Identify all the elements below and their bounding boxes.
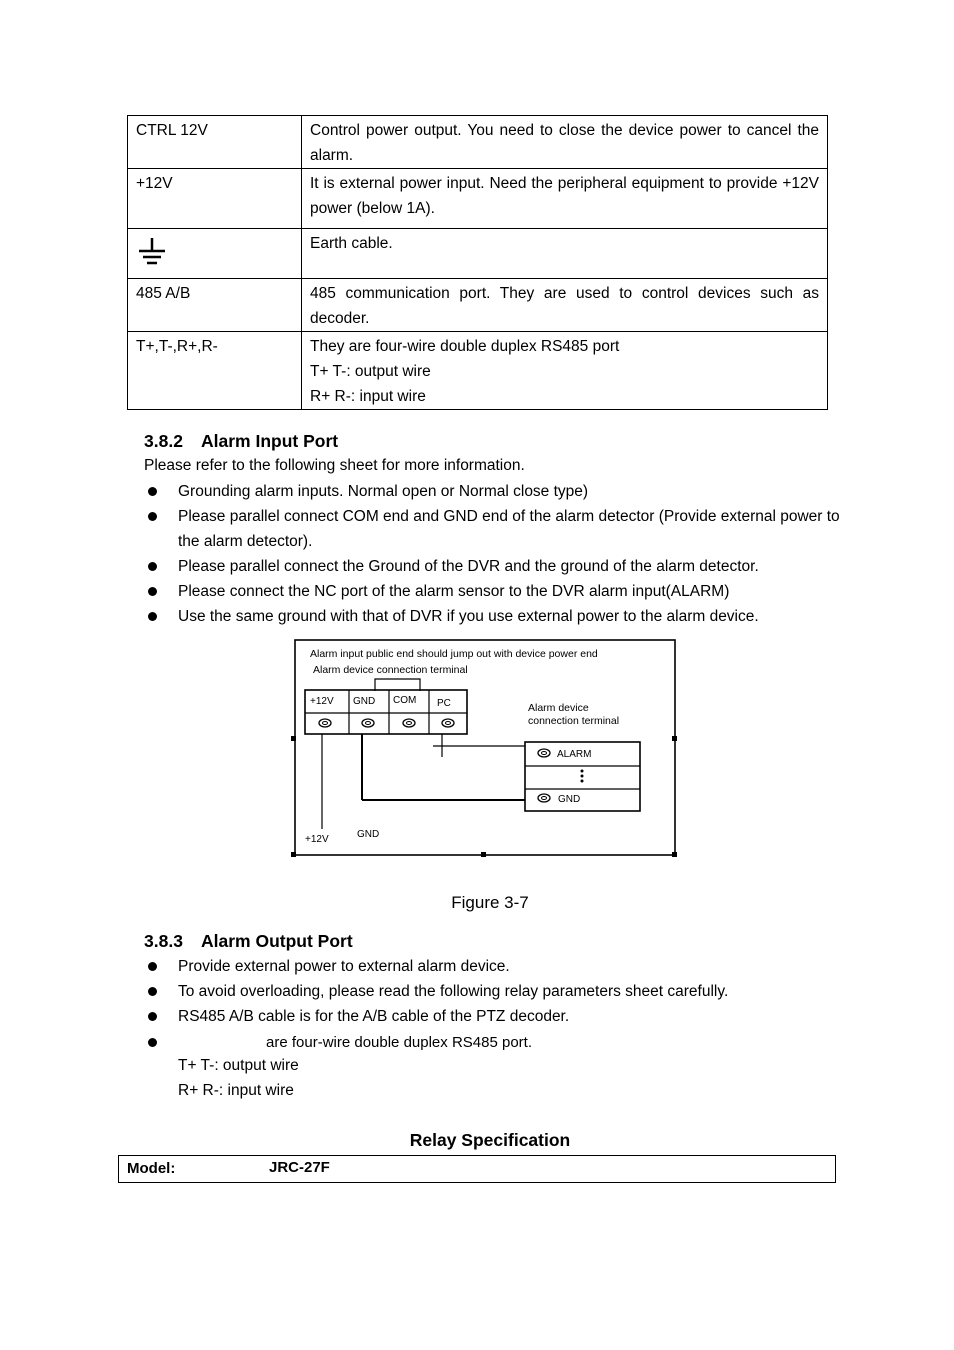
port-description: Control power output. You need to close the device power to cancel the alarm. <box>302 116 828 169</box>
alarm-input-bullet-list <box>144 479 844 629</box>
section-number: 3.8.2 <box>144 431 183 451</box>
bullet-icon <box>148 1038 157 1047</box>
table-row <box>128 279 828 332</box>
list-item-text: Please parallel connect COM end and GND end of the alarm detector (Provide external power to the alarm detector). <box>178 508 840 550</box>
ground-icon <box>136 237 168 275</box>
port-table <box>127 115 828 410</box>
list-item <box>144 604 844 629</box>
relay-spec-table <box>118 1155 836 1183</box>
terminal-gnd-label: GND <box>353 696 376 707</box>
figure-caption: Figure 3-7 <box>451 893 529 912</box>
list-item <box>144 979 844 1004</box>
list-item-text: RS485 A/B cable is for the A/B cable of the PTZ decoder. <box>178 1008 570 1025</box>
bullet-icon <box>148 487 157 496</box>
bullet-icon <box>148 562 157 571</box>
port-description <box>302 332 828 410</box>
table-row <box>128 169 828 229</box>
list-item <box>144 504 844 554</box>
port-name: +12V <box>128 169 302 229</box>
device-gnd-label: GND <box>558 794 581 805</box>
description-line: R+ R-: input wire <box>310 388 426 405</box>
input-wire-line: R+ R-: input wire <box>178 1082 294 1099</box>
list-item <box>144 1030 844 1055</box>
device-label-line1: Alarm device <box>528 702 589 714</box>
alarm-input-wiring-diagram <box>290 637 680 859</box>
list-item-text: Provide external power to external alarm device. <box>178 958 510 975</box>
model-label: Model: <box>127 1160 176 1177</box>
list-item <box>144 954 844 979</box>
section-title: Alarm Input Port <box>201 431 339 451</box>
model-value: JRC-27F <box>269 1159 330 1176</box>
table-row <box>128 229 828 279</box>
port-name: 485 A/B <box>128 279 302 332</box>
port-description: 485 communication port. They are used to control devices such as decoder. <box>302 279 828 332</box>
port-description: Earth cable. <box>302 229 828 279</box>
terminal-pc-label: PC <box>437 698 451 709</box>
list-item-text: To avoid overloading, please read the following relay parameters sheet carefully. <box>178 983 729 1000</box>
list-item-text: are four-wire double duplex RS485 port. <box>266 1034 532 1051</box>
alarm-output-bullet-list <box>144 954 844 1055</box>
table-row <box>128 332 828 410</box>
bottom-gnd-label: GND <box>357 829 380 840</box>
port-name: T+,T-,R+,R- <box>128 332 302 410</box>
bullet-icon <box>148 612 157 621</box>
figure-note-line1: Alarm input public end should jump out with device power end <box>310 648 598 660</box>
output-wire-line: T+ T-: output wire <box>178 1057 299 1074</box>
figure-note-line2: Alarm device connection terminal <box>313 664 468 676</box>
section-heading-alarm-input <box>144 431 338 452</box>
list-item <box>144 479 844 504</box>
description-line: They are four-wire double duplex RS485 port <box>310 338 620 355</box>
device-alarm-label: ALARM <box>557 749 592 760</box>
terminal-com-label: COM <box>393 695 417 706</box>
list-item-text: Please parallel connect the Ground of the DVR and the ground of the alarm detector. <box>178 558 759 575</box>
table-row <box>128 116 828 169</box>
bullet-icon <box>148 962 157 971</box>
section-number: 3.8.3 <box>144 931 183 951</box>
terminal-12v-label: +12V <box>310 696 334 707</box>
section-intro: Please refer to the following sheet for more information. <box>144 457 525 474</box>
port-name: CTRL 12V <box>128 116 302 169</box>
port-description: It is external power input. Need the peripheral equipment to provide +12V power (below 1A). <box>302 169 828 229</box>
list-item <box>144 1004 844 1029</box>
list-item <box>144 554 844 579</box>
bottom-12v-label: +12V <box>305 834 329 845</box>
bullet-icon <box>148 512 157 521</box>
section-title: Alarm Output Port <box>201 931 353 951</box>
bullet-icon <box>148 587 157 596</box>
description-line: T+ T-: output wire <box>310 363 431 380</box>
list-item <box>144 579 844 604</box>
section-heading-alarm-output <box>144 931 353 952</box>
bullet-icon <box>148 987 157 996</box>
list-item-text: Grounding alarm inputs. Normal open or Normal close type) <box>178 483 589 500</box>
bullet-icon <box>148 1012 157 1021</box>
list-item-text: Use the same ground with that of DVR if you use external power to the alarm device. <box>178 608 759 625</box>
device-label-line2: connection terminal <box>528 715 620 727</box>
port-name-ground <box>128 229 302 279</box>
list-item-text: Please connect the NC port of the alarm sensor to the DVR alarm input(ALARM) <box>178 583 730 600</box>
relay-spec-title: Relay Specification <box>409 1130 571 1150</box>
